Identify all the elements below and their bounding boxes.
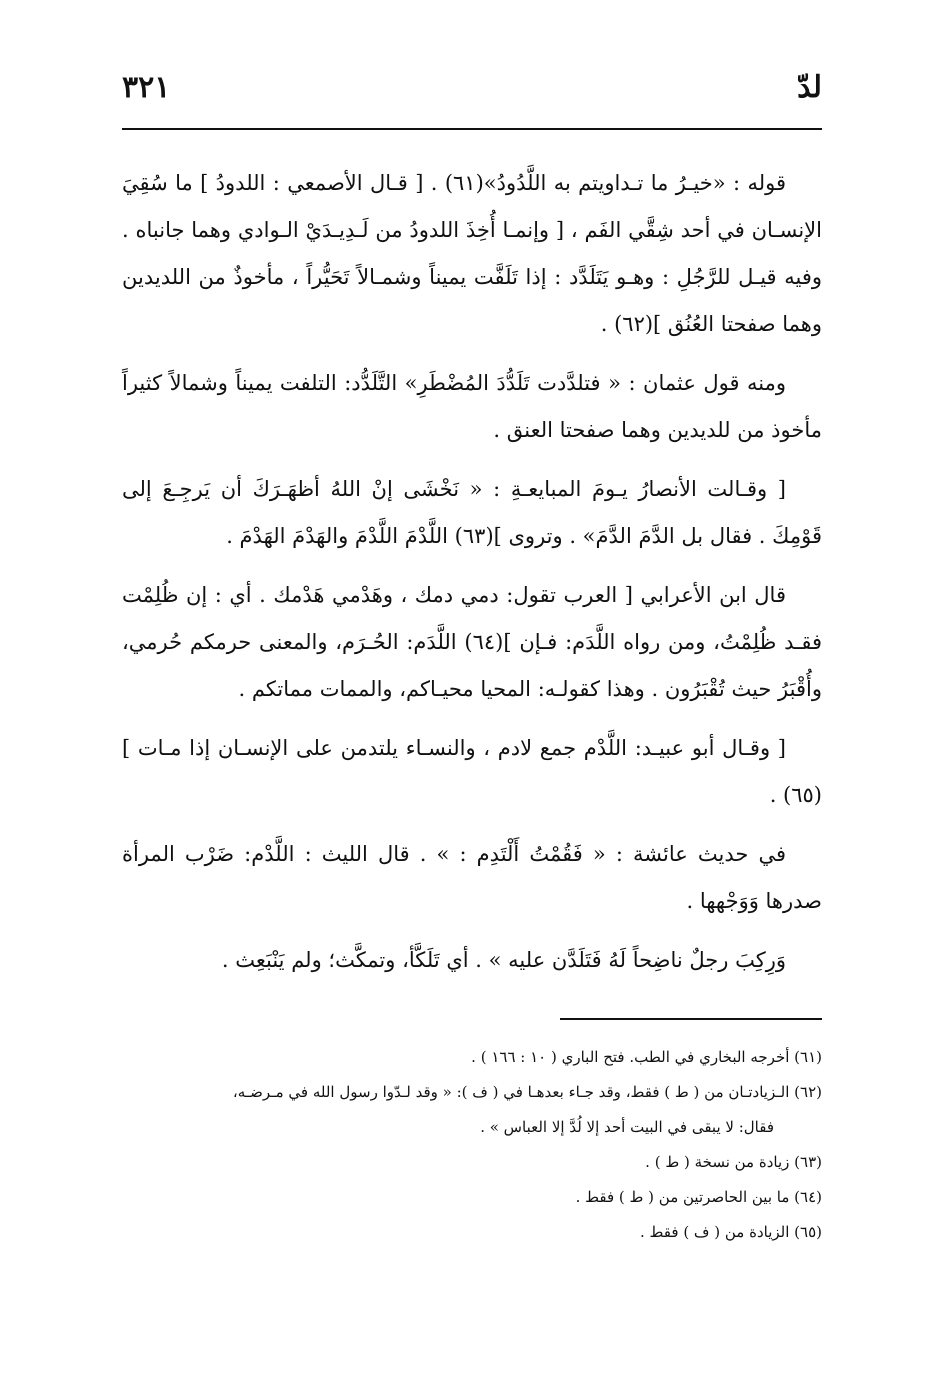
paragraph: [ وقـال أبو عبيـد: اللَّدْم جمع لادم ، والنسـاء يلتدمن على الإنسـان إذا مـات ](٦٥) . bbox=[122, 736, 822, 807]
footnote-text: (٦٤) ما بين الحاصرتين من ( ط ) فقط . bbox=[575, 1188, 822, 1206]
footnote bbox=[122, 1180, 822, 1215]
footnote-text: (٦١) أخرجه البخاري في الطب. فتح الباري ( ١٠ : ١٦٦ ) . bbox=[471, 1048, 822, 1066]
footnote-rule bbox=[560, 1018, 822, 1020]
footnote bbox=[122, 1215, 822, 1250]
footnote-text: (٦٣) زيادة من نسخة ( ط ) . bbox=[645, 1153, 822, 1171]
paragraph: ومنه قول عثمان : « فتلدَّدت تَلَدُّدَ المُضْطَرِ» التَّلَدُّد: التلفت يميناً وشمالاً كثيراً مأخوذ من للديدين وهما صفحتا العنق . bbox=[122, 371, 822, 442]
main-text bbox=[122, 160, 822, 996]
footnote-text: (٦٥) الزيادة من ( ف ) فقط . bbox=[640, 1223, 822, 1241]
footnote bbox=[122, 1145, 822, 1180]
paragraph: وَرِكِبَ رجلٌ ناضِحاً لَهُ فَتَلَدَّن عليه » . أي تَلَكَّأ، وتمكَّث؛ ولم يَنْبَعِث . bbox=[221, 948, 786, 972]
footnotes bbox=[122, 1040, 822, 1250]
paragraph: في حديث عائشة : « فَقُمْتُ أَلْتَدِم : » . قال الليث : اللَّدْم: ضَرْب المرأة صدرها وَوَجْهها . bbox=[122, 842, 822, 913]
page-number: ٣٢١ bbox=[122, 70, 171, 105]
footnote bbox=[122, 1040, 822, 1075]
footnote-continuation: فقال: لا يبقى في البيت أحد إلا لُدَّ إلا العباس » . bbox=[480, 1118, 774, 1136]
header-rule bbox=[122, 128, 822, 130]
paragraph: قال ابن الأعرابي [ العرب تقول: دمي دمك ، وهَدْمي هَدْمك . أي : إن ظُلِمْت فقـد ظُلِمْتُ، ومن رواه اللَّدَم: فـإن ](٦٤) اللَّدَم: الحُـرَم، والمعنى حرمكم حُرمي، وأُقْبَرُ حيث تُقْبَرُون . وهذا كقولـه: المحيا محيـاكم، والممات مماتكم . bbox=[122, 583, 822, 701]
footnote-text: (٦٢) الـزيادتـان من ( ط ) فقط، وقد جـاء بعدهـا في ( ف ): « وقد لـدّوا رسول الله في مـرضـه، bbox=[232, 1083, 822, 1101]
footnote bbox=[122, 1075, 822, 1145]
running-head bbox=[122, 70, 822, 110]
header-word: لدّ bbox=[797, 70, 822, 105]
paragraph: قوله : «خيـرُ ما تـداويتم به اللَّدُودُ»(٦١) . [ قـال الأصمعي : اللدودُ ] ما سُقِيَ الإنسـان في أحد شِقَّي الفَم ، [ وإنمـا أُخِذَ اللدودُ من لَـدِيـدَيْ الـوادي وهما جانباه . وفيه قيـل للرَّجُلِ : وهـو يَتَلَدَّد : إذا تَلَفَّت يميناً وشمـالاً تَحَيُّراً ، مأخوذٌ من اللديدين وهما صفحتا العُنُق ](٦٢) . bbox=[122, 171, 822, 336]
paragraph: [ وقـالت الأنصارُ يـومَ المبايعـةِ : « نَخْشَى إنْ اللهُ أظهَـرَكَ أن يَرجِـعَ إلى قَوْمِكَ . فقال بل الدَّمَ الدَّمَ» . وتروى ](٦٣) اللَّدْمَ اللَّدْمَ والهَدْمَ الهَدْمَ . bbox=[122, 477, 822, 548]
